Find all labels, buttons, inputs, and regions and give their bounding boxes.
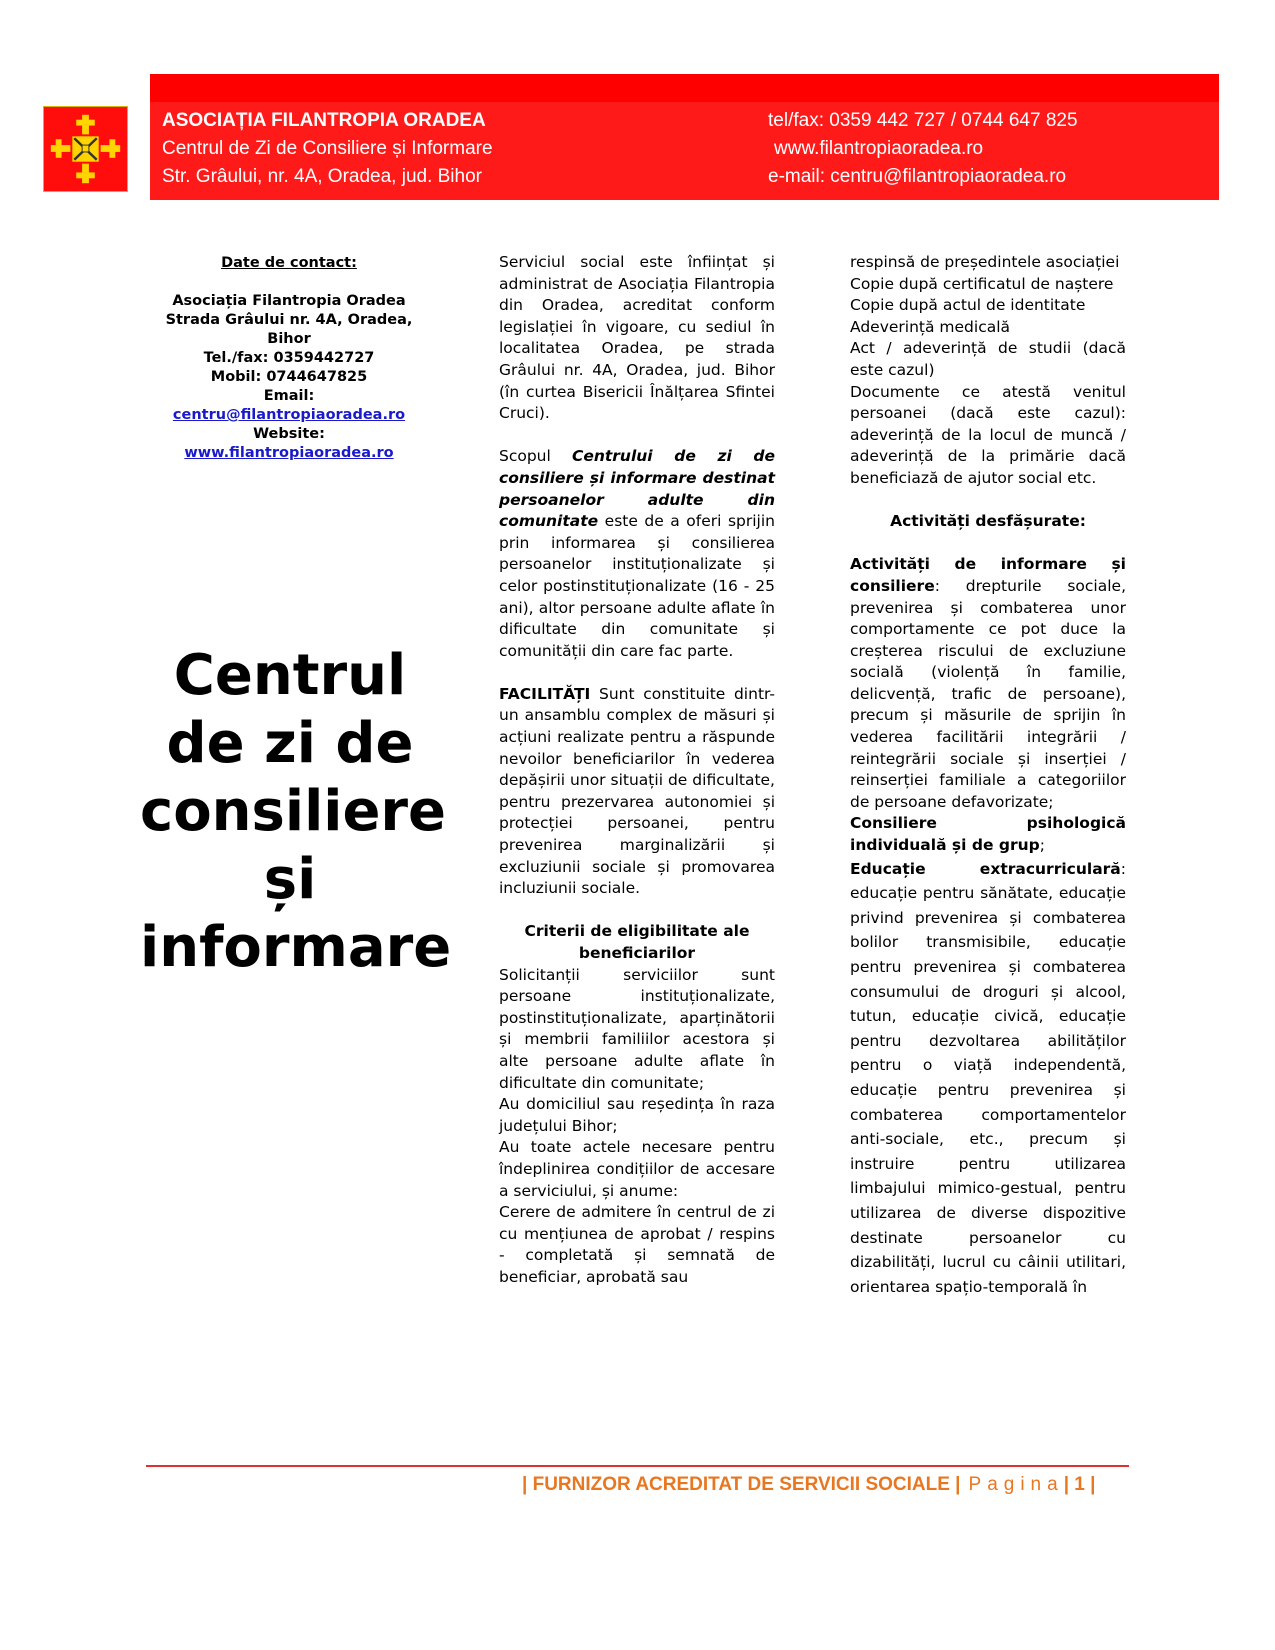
logo-emblem xyxy=(43,106,128,192)
footer-divider xyxy=(146,1465,1129,1467)
document-item: Copie după certificatul de naștere xyxy=(850,274,1114,293)
phone: tel/fax: 0359 442 727 / 0744 647 825 xyxy=(768,110,1078,131)
page-number: | 1 | xyxy=(1063,1474,1096,1495)
facilities-paragraph xyxy=(499,684,775,900)
criteria-item: Au domiciliul sau reședința în raza județului Bihor; xyxy=(499,1095,775,1135)
activity-title: Consiliere psihologică individuală și de grup xyxy=(850,814,1126,855)
text-column-middle xyxy=(499,252,775,1289)
activity-item xyxy=(850,813,1126,856)
footer-text: | FURNIZOR ACREDITAT DE SERVICII SOCIALE | xyxy=(522,1474,961,1495)
text-column-right xyxy=(850,252,1126,1299)
org-name: ASOCIAȚIA FILANTROPIA ORADEA xyxy=(162,110,486,131)
title-line: de zi de xyxy=(166,711,414,776)
contact-org: Asociația Filantropia Oradea xyxy=(172,293,406,309)
document-item: respinsă de președintele asociației xyxy=(850,253,1120,271)
criteria-heading: Criterii de eligibilitate ale beneficiarilor xyxy=(524,922,750,962)
contact-email-label: Email: xyxy=(263,388,315,404)
document-item: Documente ce atestă venitul persoanei (dacă este cazul): adeverință de la locul de muncă / adeverință de la primărie dacă beneficiază de ajutor social etc. xyxy=(850,382,1126,487)
address: Str. Grâului, nr. 4A, Oradea, jud. Bihor xyxy=(162,166,482,187)
scope-lead: Scopul xyxy=(499,447,572,466)
contact-tel: Tel./fax: 0359442727 xyxy=(203,350,375,366)
scope-emphasis: Centrului de zi de consiliere și informare destinat persoanelor adulte din comunitate xyxy=(499,447,775,531)
activity-text: : educație pentru sănătate, educație privind prevenirea și combaterea bolilor transmisibile, educație pentru prevenirea și combaterea consumului de droguri și alcool, tutun, educație civică, educație pentru dezvoltarea abilităților pentru o viață independentă, educație pentru prevenirea și combaterea comportamentelor anti-sociale, etc., precum și instruire pentru utilizarea limbajului mimico-gestual, pentru utilizarea de diverse dispozitive destinate persoanelor cu dizabilități, lucrul cu câinii utilitari, orientarea spațio-temporală în xyxy=(850,859,1126,1296)
title-line: consiliere xyxy=(140,779,447,844)
activity-title: Educație extracurriculară xyxy=(850,859,1121,878)
header-top-stripe xyxy=(150,74,1219,102)
title-line: informare xyxy=(140,915,452,980)
scope-text: este de a oferi sprijin prin informarea și consilierea persoanelor instituționalizate și celor postinstituționalizate (16 - 25 ani), altor persoane adulte aflate în dificultate din comunitate și comunității din care fac parte. xyxy=(499,512,775,660)
activity-text: ; xyxy=(1039,836,1045,855)
intro-paragraph: Serviciul social este înființat și administrat de Asociația Filantropia din Oradea, acreditat conform legislației în vigoare, cu sediul în localitatea Oradea, pe strada Grâului nr. 4A, Oradea, jud. Bihor (în curtea Bisericii Înălțarea Sfintei Cruci). xyxy=(499,253,775,423)
header-email[interactable]: e-mail: centru@filantropiaoradea.ro xyxy=(768,166,1067,187)
header-website[interactable]: www.filantropiaoradea.ro xyxy=(774,138,984,159)
facilities-text: Sunt constituite dintr-un ansamblu complex de măsuri și acțiuni realizate pentru a răspunde nevoilor beneficiarilor în vederea depășirii unor situații de dificultate, pentru prezervarea autonomiei și protecției persoanei, pentru prevenirea marginalizării și excluziunii sociale și promovarea incluziunii sociale. xyxy=(499,684,775,898)
criteria-item: Solicitanții serviciilor sunt persoane instituționalizate, postinstituționalizate, aparținătorii și membrii familiilor acestora și alte persoane adulte aflate în dificultate din comunitate; xyxy=(499,965,775,1092)
activity-title: Activități de informare și consiliere xyxy=(850,555,1126,595)
contact-website-link[interactable]: www.filantropiaoradea.ro xyxy=(184,445,394,461)
cross-emblem-icon xyxy=(44,107,127,191)
page-title xyxy=(140,642,452,982)
contact-title: Date de contact: xyxy=(221,255,357,271)
criteria-item: Cerere de admitere în centrul de zi cu mențiunea de aprobat / respins - completată și semnată de beneficiar, aprobată sau xyxy=(499,1203,775,1286)
criteria-item: Au toate actele necesare pentru îndeplinirea condițiilor de accesare a serviciului, și anume: xyxy=(499,1138,775,1200)
title-line: și xyxy=(263,847,317,912)
activity-item xyxy=(850,554,1126,813)
center-name: Centrul de Zi de Consiliere și Informare xyxy=(162,138,493,159)
facilities-heading: FACILITĂȚI xyxy=(499,684,591,703)
activity-text: : drepturile sociale, prevenirea și combaterea unor comportamente ce pot duce la creșterea riscului de excluziune socială (violență în familie, delicvență, trafic de persoane), precum și măsurile de sprijin în vederea facilitării integrării / reintegrării sociale și inserției / reinserției familiale a categoriilor de persoane defavorizate; xyxy=(850,576,1126,811)
page-label: Pagina xyxy=(968,1474,1064,1495)
contact-county: Bihor xyxy=(267,331,311,347)
contact-website-label: Website: xyxy=(253,426,325,442)
scope-paragraph xyxy=(499,446,775,662)
header-banner xyxy=(150,74,1219,200)
contact-street: Strada Grâului nr. 4A, Oradea, xyxy=(165,312,413,328)
contact-mobil: Mobil: 0744647825 xyxy=(210,369,368,385)
document-item: Adeverință medicală xyxy=(850,317,1011,336)
footer xyxy=(522,1474,1095,1496)
activity-item xyxy=(850,857,1126,1300)
title-line: Centrul xyxy=(173,643,407,708)
document-item: Act / adeverință de studii (dacă este cazul) xyxy=(850,339,1126,379)
document-item: Copie după actul de identitate xyxy=(850,296,1086,315)
activities-heading: Activități desfășurate: xyxy=(890,512,1086,531)
contact-email-link[interactable]: centru@filantropiaoradea.ro xyxy=(172,407,406,423)
contact-block xyxy=(160,254,418,463)
